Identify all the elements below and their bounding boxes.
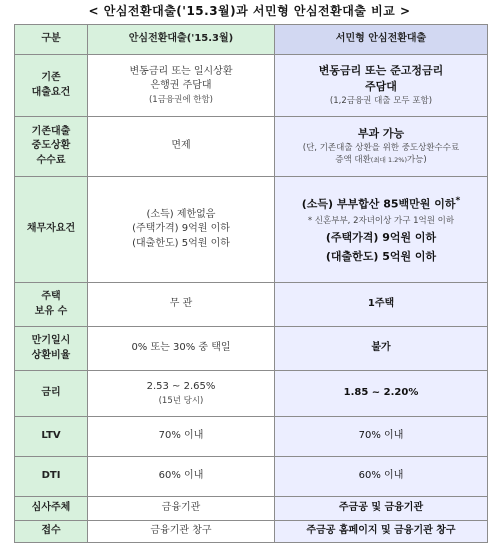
- category-cell: [15, 327, 88, 371]
- new-loan-cell: [275, 177, 488, 283]
- category-line: 주택: [41, 291, 61, 302]
- row-existing-loan-requirement: [15, 55, 488, 117]
- cell-line: (대출한도) 5억원 이하: [325, 249, 437, 263]
- header-new-loan: 서민형 안심전환대출: [275, 25, 488, 55]
- row-interest-rate: [15, 371, 488, 417]
- old-loan-cell: 면제: [88, 117, 275, 177]
- new-loan-cell: [275, 55, 488, 117]
- cell-line: 주담대: [365, 80, 397, 94]
- new-loan-cell: 불가: [275, 327, 488, 371]
- old-loan-cell: 0% 또는 30% 중 택일: [88, 327, 275, 371]
- header-category: 구분: [15, 25, 88, 55]
- cell-line: 변동금리 또는 준고정금리: [318, 64, 444, 78]
- header-old-loan: 안심전환대출('15.3월): [88, 25, 275, 55]
- old-loan-cell: [88, 177, 275, 283]
- document-title: < 안심전환대출('15.3월)과 서민형 안심전환대출 비교 >: [88, 4, 411, 18]
- old-loan-cell: 금융기관: [88, 497, 275, 521]
- category-line: 기존대출: [31, 125, 71, 137]
- cell-line: 변동금리 또는 일시상환: [129, 65, 233, 77]
- cell-line: [279, 194, 483, 213]
- header-row: [15, 25, 488, 55]
- row-ltv: [15, 417, 488, 457]
- row-balloon-ratio: [15, 327, 488, 371]
- new-loan-cell: 60% 이내: [275, 457, 488, 497]
- cell-line: (주택가격) 9억원 이하: [132, 223, 230, 235]
- old-loan-cell: 70% 이내: [88, 417, 275, 457]
- footnote-mark: *: [455, 195, 461, 207]
- category-cell: 접수: [15, 521, 88, 543]
- row-application: [15, 521, 488, 543]
- cell-note: * 신혼부부, 2자녀이상 가구 1억원 이하: [307, 215, 455, 226]
- cell-line: 은행권 주담대: [150, 80, 212, 92]
- new-loan-cell: 1주택: [275, 283, 488, 327]
- cell-note: [279, 154, 483, 166]
- old-loan-cell: 금융기관 창구: [88, 521, 275, 543]
- cell-note: (1,2금융권 대출 모두 포함): [329, 96, 433, 107]
- cell-line: 2.53 ~ 2.65%: [146, 381, 216, 393]
- cell-line-text: (소득) 부부합산 85백만원 이하: [301, 197, 456, 211]
- category-line: 기존: [41, 72, 61, 83]
- cell-line: (대출한도) 5억원 이하: [132, 237, 230, 249]
- cell-line: (소득) 제한없음: [146, 208, 216, 220]
- category-cell: DTI: [15, 457, 88, 497]
- cell-line: (주택가격) 9억원 이하: [325, 231, 437, 245]
- old-loan-cell: [88, 371, 275, 417]
- row-borrower-requirement: [15, 177, 488, 283]
- new-loan-cell: 70% 이내: [275, 417, 488, 457]
- row-dti: [15, 457, 488, 497]
- old-loan-cell: 60% 이내: [88, 457, 275, 497]
- old-loan-cell: 무 관: [88, 283, 275, 327]
- cell-note-max: (최대 1.2%): [370, 156, 407, 165]
- cell-note: (단, 기존대출 상환을 위한 중도상환수수료: [302, 143, 460, 154]
- category-cell: [15, 55, 88, 117]
- category-cell: [15, 283, 88, 327]
- category-line: 보유 수: [34, 305, 68, 317]
- row-prepayment-fee: [15, 117, 488, 177]
- category-line: 만기일시: [31, 335, 71, 346]
- category-line: 상환비율: [31, 349, 71, 361]
- new-loan-cell: 주금공 및 금융기관: [275, 497, 488, 521]
- category-cell: LTV: [15, 417, 88, 457]
- cell-note-part: 가능): [407, 155, 427, 166]
- category-line: 중도상환: [31, 140, 71, 152]
- cell-note: (15년 당시): [158, 395, 204, 406]
- category-line: 대출요건: [31, 86, 71, 98]
- new-loan-cell: 주금공 홈페이지 및 금융기관 창구: [275, 521, 488, 543]
- new-loan-cell: [275, 117, 488, 177]
- cell-line: 부과 가능: [357, 127, 405, 141]
- cell-note: (1금융권에 한함): [148, 94, 213, 105]
- new-loan-cell: 1.85 ~ 2.20%: [275, 371, 488, 417]
- category-cell: 금리: [15, 371, 88, 417]
- old-loan-cell: [88, 55, 275, 117]
- comparison-table: [14, 24, 488, 543]
- category-cell: 심사주체: [15, 497, 88, 521]
- category-cell: [15, 117, 88, 177]
- row-house-count: [15, 283, 488, 327]
- row-review-entity: [15, 497, 488, 521]
- category-cell: 채무자요건: [15, 177, 88, 283]
- category-line: 수수료: [36, 154, 66, 166]
- cell-note-part: 증액 대환: [335, 155, 371, 166]
